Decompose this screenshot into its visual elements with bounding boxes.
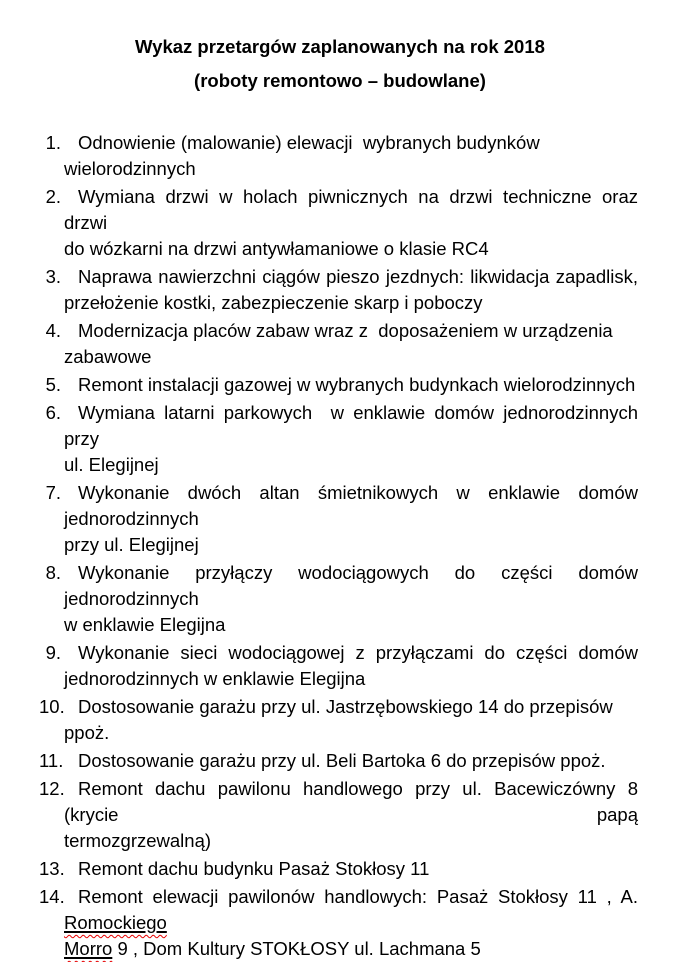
item-number: 6. bbox=[45, 402, 61, 423]
item-line: Modernizacja placów zabaw wraz z doposażeniem w urządzenia zabawowe bbox=[64, 320, 613, 367]
item-line: w enklawie Elegijna bbox=[64, 614, 226, 635]
item-number: 8. bbox=[45, 562, 61, 583]
list-item bbox=[39, 856, 638, 882]
item-line: Dostosowanie garażu przy ul. Jastrzębowskiego 14 do przepisów ppoż. bbox=[64, 696, 613, 743]
list-item bbox=[39, 776, 638, 854]
item-line: Wymiana drzwi w holach piwnicznych na drzwi techniczne oraz drzwi bbox=[64, 186, 638, 233]
item-number: 5. bbox=[45, 374, 61, 395]
item-line: Remont dachu pawilonu handlowego przy ul. Bacewiczówny 8 (krycie papą bbox=[64, 778, 638, 825]
list-item bbox=[39, 884, 638, 962]
item-line: Remont dachu budynku Pasaż Stokłosy 11 bbox=[78, 858, 430, 879]
spellcheck-underline: Romockiego bbox=[64, 912, 167, 933]
item-line: Dostosowanie garażu przy ul. Beli Bartoka 6 do przepisów ppoż. bbox=[78, 750, 606, 771]
list-item bbox=[45, 640, 638, 692]
misspelled-word bbox=[64, 912, 167, 933]
list-item bbox=[45, 400, 638, 478]
item-line: Wymiana latarni parkowych w enklawie domów jednorodzinnych przy bbox=[64, 402, 638, 449]
doc-subtitle: (roboty remontowo – budowlane) bbox=[194, 70, 486, 91]
item-number: 3. bbox=[45, 266, 61, 287]
item-number: 9. bbox=[45, 642, 61, 663]
item-line: jednorodzinnych w enklawie Elegijna bbox=[64, 668, 366, 689]
item-line: Naprawa nawierzchni ciągów pieszo jezdnych: likwidacja zapadlisk, bbox=[78, 266, 638, 287]
list-item bbox=[45, 372, 638, 398]
item-line: przełożenie kostki, zabezpieczenie skarp i poboczy bbox=[64, 292, 483, 313]
item-number: 1. bbox=[45, 132, 61, 153]
item-line: Morro 9 , Dom Kultury STOKŁOSY ul. Lachmana 5 bbox=[64, 938, 481, 959]
list-item bbox=[45, 184, 638, 262]
spellcheck-underline: Morro bbox=[64, 938, 113, 959]
misspelled-word bbox=[64, 938, 112, 959]
item-line: Remont elewacji pawilonów handlowych: Pasaż Stokłosy 11 , A. Romockiego bbox=[64, 886, 638, 933]
item-line: Wykonanie dwóch altan śmietnikowych w enklawie domów jednorodzinnych bbox=[64, 482, 638, 529]
item-number: 4. bbox=[45, 320, 61, 341]
list-item bbox=[45, 130, 638, 182]
tender-list bbox=[39, 130, 638, 962]
list-item bbox=[45, 318, 638, 370]
list-item bbox=[45, 560, 638, 638]
item-line: do wózkarni na drzwi antywłamaniowe o klasie RC4 bbox=[64, 238, 489, 259]
item-line: Wykonanie sieci wodociągowej z przyłączami do części domów bbox=[78, 642, 638, 663]
list-item bbox=[45, 480, 638, 558]
doc-title: Wykaz przetargów zaplanowanych na rok 2018 bbox=[135, 36, 545, 57]
item-line: ul. Elegijnej bbox=[64, 454, 159, 475]
list-item bbox=[45, 264, 638, 316]
item-number: 7. bbox=[45, 482, 61, 503]
item-number: 13. bbox=[39, 858, 65, 879]
item-line: przy ul. Elegijnej bbox=[64, 534, 199, 555]
item-line: termozgrzewalną) bbox=[64, 830, 212, 851]
item-line: Remont instalacji gazowej w wybranych budynkach wielorodzinnych bbox=[78, 374, 636, 395]
item-number: 10. bbox=[39, 696, 65, 717]
item-number: 12. bbox=[39, 778, 65, 799]
document-header bbox=[0, 0, 680, 94]
list-item bbox=[39, 694, 638, 746]
item-line: Odnowienie (malowanie) elewacji wybranych budynków wielorodzinnych bbox=[64, 132, 540, 179]
item-number: 11. bbox=[39, 750, 64, 771]
item-line: Wykonanie przyłączy wodociągowych do części domów jednorodzinnych bbox=[64, 562, 638, 609]
item-number: 14. bbox=[39, 886, 65, 907]
list-item bbox=[39, 748, 638, 774]
item-number: 2. bbox=[45, 186, 61, 207]
